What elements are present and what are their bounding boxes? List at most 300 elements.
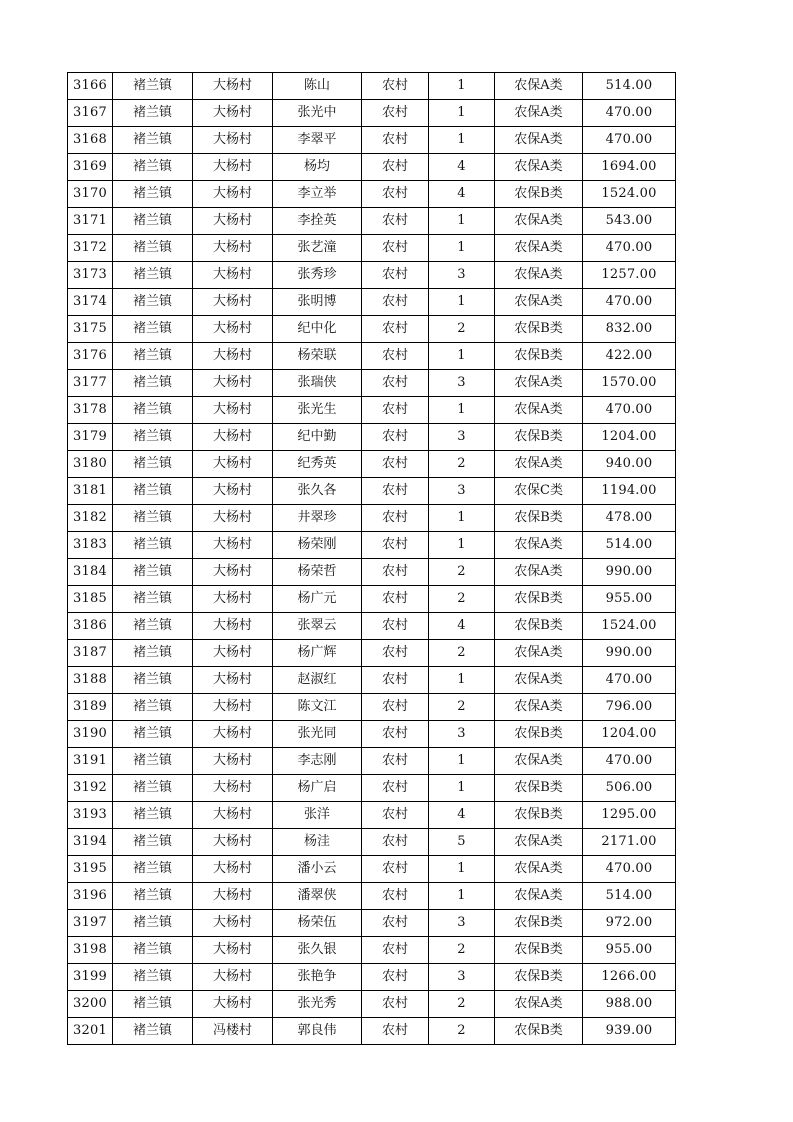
village-cell: 大杨村	[193, 181, 273, 208]
village-cell: 大杨村	[193, 586, 273, 613]
town-cell: 褚兰镇	[113, 829, 193, 856]
table-row	[68, 289, 676, 316]
amount-cell: 1570.00	[583, 370, 676, 397]
serial-cell: 3182	[68, 505, 113, 532]
name-cell: 张洋	[273, 802, 362, 829]
village-cell: 大杨村	[193, 964, 273, 991]
village-cell: 大杨村	[193, 802, 273, 829]
town-cell: 褚兰镇	[113, 451, 193, 478]
town-cell: 褚兰镇	[113, 262, 193, 289]
name-cell: 张光生	[273, 397, 362, 424]
town-cell: 褚兰镇	[113, 775, 193, 802]
relief-roster-table	[67, 72, 676, 1045]
category-cell: 农保A类	[495, 640, 583, 667]
household-type-cell: 农村	[362, 424, 429, 451]
category-cell: 农保A类	[495, 829, 583, 856]
member-count-cell: 2	[429, 937, 495, 964]
household-type-cell: 农村	[362, 991, 429, 1018]
serial-cell: 3190	[68, 721, 113, 748]
name-cell: 杨荣联	[273, 343, 362, 370]
village-cell: 大杨村	[193, 937, 273, 964]
category-cell: 农保A类	[495, 127, 583, 154]
table-row	[68, 505, 676, 532]
name-cell: 潘翠侠	[273, 883, 362, 910]
village-cell: 大杨村	[193, 559, 273, 586]
town-cell: 褚兰镇	[113, 937, 193, 964]
name-cell: 张翠云	[273, 613, 362, 640]
household-type-cell: 农村	[362, 694, 429, 721]
serial-cell: 3198	[68, 937, 113, 964]
table-row	[68, 370, 676, 397]
member-count-cell: 1	[429, 505, 495, 532]
amount-cell: 2171.00	[583, 829, 676, 856]
amount-cell: 939.00	[583, 1018, 676, 1045]
member-count-cell: 1	[429, 775, 495, 802]
name-cell: 张久银	[273, 937, 362, 964]
serial-cell: 3177	[68, 370, 113, 397]
table-row	[68, 640, 676, 667]
member-count-cell: 1	[429, 289, 495, 316]
town-cell: 褚兰镇	[113, 73, 193, 100]
amount-cell: 988.00	[583, 991, 676, 1018]
town-cell: 褚兰镇	[113, 154, 193, 181]
member-count-cell: 3	[429, 424, 495, 451]
amount-cell: 422.00	[583, 343, 676, 370]
amount-cell: 470.00	[583, 100, 676, 127]
amount-cell: 1204.00	[583, 721, 676, 748]
member-count-cell: 2	[429, 991, 495, 1018]
member-count-cell: 2	[429, 586, 495, 613]
town-cell: 褚兰镇	[113, 397, 193, 424]
town-cell: 褚兰镇	[113, 586, 193, 613]
town-cell: 褚兰镇	[113, 424, 193, 451]
village-cell: 大杨村	[193, 208, 273, 235]
member-count-cell: 4	[429, 613, 495, 640]
member-count-cell: 1	[429, 127, 495, 154]
name-cell: 张明博	[273, 289, 362, 316]
name-cell: 李翠平	[273, 127, 362, 154]
amount-cell: 990.00	[583, 640, 676, 667]
serial-cell: 3173	[68, 262, 113, 289]
household-type-cell: 农村	[362, 829, 429, 856]
table-row	[68, 937, 676, 964]
name-cell: 赵淑红	[273, 667, 362, 694]
amount-cell: 955.00	[583, 586, 676, 613]
town-cell: 褚兰镇	[113, 721, 193, 748]
household-type-cell: 农村	[362, 262, 429, 289]
serial-cell: 3169	[68, 154, 113, 181]
name-cell: 纪中勤	[273, 424, 362, 451]
household-type-cell: 农村	[362, 775, 429, 802]
member-count-cell: 5	[429, 829, 495, 856]
serial-cell: 3176	[68, 343, 113, 370]
serial-cell: 3179	[68, 424, 113, 451]
amount-cell: 470.00	[583, 748, 676, 775]
village-cell: 大杨村	[193, 667, 273, 694]
amount-cell: 972.00	[583, 910, 676, 937]
member-count-cell: 1	[429, 397, 495, 424]
household-type-cell: 农村	[362, 640, 429, 667]
member-count-cell: 2	[429, 559, 495, 586]
household-type-cell: 农村	[362, 343, 429, 370]
table-row	[68, 883, 676, 910]
amount-cell: 470.00	[583, 289, 676, 316]
table-row	[68, 613, 676, 640]
amount-cell: 470.00	[583, 127, 676, 154]
table-row	[68, 127, 676, 154]
serial-cell: 3178	[68, 397, 113, 424]
table-row	[68, 181, 676, 208]
town-cell: 褚兰镇	[113, 100, 193, 127]
name-cell: 李志刚	[273, 748, 362, 775]
category-cell: 农保A类	[495, 856, 583, 883]
member-count-cell: 1	[429, 235, 495, 262]
category-cell: 农保B类	[495, 937, 583, 964]
serial-cell: 3172	[68, 235, 113, 262]
category-cell: 农保A类	[495, 208, 583, 235]
name-cell: 纪秀英	[273, 451, 362, 478]
member-count-cell: 1	[429, 100, 495, 127]
name-cell: 张光中	[273, 100, 362, 127]
category-cell: 农保A类	[495, 559, 583, 586]
member-count-cell: 1	[429, 532, 495, 559]
table-row	[68, 1018, 676, 1045]
category-cell: 农保C类	[495, 478, 583, 505]
serial-cell: 3189	[68, 694, 113, 721]
member-count-cell: 2	[429, 1018, 495, 1045]
town-cell: 褚兰镇	[113, 694, 193, 721]
village-cell: 大杨村	[193, 451, 273, 478]
household-type-cell: 农村	[362, 370, 429, 397]
serial-cell: 3187	[68, 640, 113, 667]
member-count-cell: 2	[429, 640, 495, 667]
category-cell: 农保B类	[495, 505, 583, 532]
amount-cell: 1204.00	[583, 424, 676, 451]
amount-cell: 543.00	[583, 208, 676, 235]
table-row	[68, 397, 676, 424]
table-row	[68, 235, 676, 262]
household-type-cell: 农村	[362, 181, 429, 208]
category-cell: 农保B类	[495, 775, 583, 802]
category-cell: 农保A类	[495, 748, 583, 775]
town-cell: 褚兰镇	[113, 640, 193, 667]
village-cell: 大杨村	[193, 532, 273, 559]
table-row	[68, 208, 676, 235]
category-cell: 农保A类	[495, 235, 583, 262]
table-row	[68, 424, 676, 451]
village-cell: 大杨村	[193, 694, 273, 721]
serial-cell: 3171	[68, 208, 113, 235]
table-row	[68, 802, 676, 829]
category-cell: 农保A类	[495, 532, 583, 559]
village-cell: 大杨村	[193, 127, 273, 154]
town-cell: 褚兰镇	[113, 1018, 193, 1045]
serial-cell: 3199	[68, 964, 113, 991]
household-type-cell: 农村	[362, 586, 429, 613]
category-cell: 农保A类	[495, 73, 583, 100]
serial-cell: 3185	[68, 586, 113, 613]
category-cell: 农保B类	[495, 1018, 583, 1045]
village-cell: 大杨村	[193, 613, 273, 640]
category-cell: 农保B类	[495, 424, 583, 451]
name-cell: 杨荣伍	[273, 910, 362, 937]
table-row	[68, 964, 676, 991]
member-count-cell: 3	[429, 910, 495, 937]
category-cell: 农保B类	[495, 721, 583, 748]
serial-cell: 3201	[68, 1018, 113, 1045]
member-count-cell: 1	[429, 667, 495, 694]
town-cell: 褚兰镇	[113, 856, 193, 883]
name-cell: 杨广元	[273, 586, 362, 613]
member-count-cell: 4	[429, 154, 495, 181]
serial-cell: 3186	[68, 613, 113, 640]
amount-cell: 514.00	[583, 532, 676, 559]
name-cell: 张瑞侠	[273, 370, 362, 397]
serial-cell: 3193	[68, 802, 113, 829]
village-cell: 大杨村	[193, 262, 273, 289]
household-type-cell: 农村	[362, 100, 429, 127]
member-count-cell: 4	[429, 802, 495, 829]
village-cell: 大杨村	[193, 73, 273, 100]
table-row	[68, 559, 676, 586]
category-cell: 农保A类	[495, 694, 583, 721]
village-cell: 大杨村	[193, 775, 273, 802]
name-cell: 李拴英	[273, 208, 362, 235]
village-cell: 大杨村	[193, 370, 273, 397]
category-cell: 农保B类	[495, 964, 583, 991]
category-cell: 农保A类	[495, 154, 583, 181]
member-count-cell: 2	[429, 451, 495, 478]
table-row	[68, 829, 676, 856]
name-cell: 纪中化	[273, 316, 362, 343]
amount-cell: 796.00	[583, 694, 676, 721]
member-count-cell: 3	[429, 370, 495, 397]
town-cell: 褚兰镇	[113, 964, 193, 991]
name-cell: 张艺潼	[273, 235, 362, 262]
amount-cell: 514.00	[583, 883, 676, 910]
category-cell: 农保A类	[495, 100, 583, 127]
amount-cell: 1194.00	[583, 478, 676, 505]
table-row	[68, 991, 676, 1018]
household-type-cell: 农村	[362, 1018, 429, 1045]
category-cell: 农保B类	[495, 343, 583, 370]
town-cell: 褚兰镇	[113, 532, 193, 559]
household-type-cell: 农村	[362, 559, 429, 586]
village-cell: 大杨村	[193, 991, 273, 1018]
village-cell: 大杨村	[193, 235, 273, 262]
household-type-cell: 农村	[362, 613, 429, 640]
household-type-cell: 农村	[362, 910, 429, 937]
category-cell: 农保A类	[495, 991, 583, 1018]
table-row	[68, 262, 676, 289]
amount-cell: 470.00	[583, 667, 676, 694]
member-count-cell: 3	[429, 478, 495, 505]
table-body	[68, 73, 676, 1045]
town-cell: 褚兰镇	[113, 802, 193, 829]
town-cell: 褚兰镇	[113, 343, 193, 370]
town-cell: 褚兰镇	[113, 370, 193, 397]
category-cell: 农保A类	[495, 370, 583, 397]
amount-cell: 940.00	[583, 451, 676, 478]
town-cell: 褚兰镇	[113, 991, 193, 1018]
serial-cell: 3174	[68, 289, 113, 316]
table-row	[68, 721, 676, 748]
household-type-cell: 农村	[362, 937, 429, 964]
member-count-cell: 1	[429, 856, 495, 883]
member-count-cell: 1	[429, 343, 495, 370]
category-cell: 农保B类	[495, 613, 583, 640]
table-row	[68, 343, 676, 370]
serial-cell: 3188	[68, 667, 113, 694]
table-row	[68, 910, 676, 937]
household-type-cell: 农村	[362, 856, 429, 883]
town-cell: 褚兰镇	[113, 127, 193, 154]
serial-cell: 3181	[68, 478, 113, 505]
household-type-cell: 农村	[362, 964, 429, 991]
serial-cell: 3166	[68, 73, 113, 100]
category-cell: 农保A类	[495, 289, 583, 316]
household-type-cell: 农村	[362, 478, 429, 505]
name-cell: 杨荣刚	[273, 532, 362, 559]
category-cell: 农保A类	[495, 667, 583, 694]
household-type-cell: 农村	[362, 235, 429, 262]
table-row	[68, 154, 676, 181]
town-cell: 褚兰镇	[113, 883, 193, 910]
table-row	[68, 316, 676, 343]
name-cell: 杨广辉	[273, 640, 362, 667]
name-cell: 杨广启	[273, 775, 362, 802]
member-count-cell: 1	[429, 883, 495, 910]
member-count-cell: 2	[429, 694, 495, 721]
member-count-cell: 1	[429, 73, 495, 100]
town-cell: 褚兰镇	[113, 748, 193, 775]
category-cell: 农保A类	[495, 883, 583, 910]
serial-cell: 3196	[68, 883, 113, 910]
town-cell: 褚兰镇	[113, 478, 193, 505]
member-count-cell: 1	[429, 208, 495, 235]
member-count-cell: 1	[429, 748, 495, 775]
amount-cell: 470.00	[583, 856, 676, 883]
amount-cell: 1524.00	[583, 181, 676, 208]
serial-cell: 3195	[68, 856, 113, 883]
household-type-cell: 农村	[362, 154, 429, 181]
amount-cell: 990.00	[583, 559, 676, 586]
table-row	[68, 775, 676, 802]
village-cell: 冯楼村	[193, 1018, 273, 1045]
serial-cell: 3200	[68, 991, 113, 1018]
town-cell: 褚兰镇	[113, 910, 193, 937]
amount-cell: 470.00	[583, 397, 676, 424]
table-row	[68, 532, 676, 559]
name-cell: 潘小云	[273, 856, 362, 883]
household-type-cell: 农村	[362, 721, 429, 748]
serial-cell: 3167	[68, 100, 113, 127]
serial-cell: 3183	[68, 532, 113, 559]
member-count-cell: 3	[429, 721, 495, 748]
serial-cell: 3192	[68, 775, 113, 802]
town-cell: 褚兰镇	[113, 505, 193, 532]
village-cell: 大杨村	[193, 424, 273, 451]
name-cell: 陈山	[273, 73, 362, 100]
table-row	[68, 748, 676, 775]
amount-cell: 1524.00	[583, 613, 676, 640]
village-cell: 大杨村	[193, 316, 273, 343]
household-type-cell: 农村	[362, 883, 429, 910]
village-cell: 大杨村	[193, 154, 273, 181]
table-row	[68, 478, 676, 505]
town-cell: 褚兰镇	[113, 667, 193, 694]
village-cell: 大杨村	[193, 478, 273, 505]
name-cell: 郭良伟	[273, 1018, 362, 1045]
household-type-cell: 农村	[362, 451, 429, 478]
village-cell: 大杨村	[193, 721, 273, 748]
household-type-cell: 农村	[362, 73, 429, 100]
table-row	[68, 667, 676, 694]
amount-cell: 955.00	[583, 937, 676, 964]
household-type-cell: 农村	[362, 505, 429, 532]
village-cell: 大杨村	[193, 397, 273, 424]
amount-cell: 514.00	[583, 73, 676, 100]
serial-cell: 3168	[68, 127, 113, 154]
serial-cell: 3197	[68, 910, 113, 937]
table-row	[68, 586, 676, 613]
name-cell: 张光同	[273, 721, 362, 748]
member-count-cell: 3	[429, 964, 495, 991]
household-type-cell: 农村	[362, 127, 429, 154]
table-row	[68, 451, 676, 478]
town-cell: 褚兰镇	[113, 181, 193, 208]
serial-cell: 3170	[68, 181, 113, 208]
village-cell: 大杨村	[193, 856, 273, 883]
category-cell: 农保B类	[495, 316, 583, 343]
household-type-cell: 农村	[362, 208, 429, 235]
category-cell: 农保A类	[495, 262, 583, 289]
category-cell: 农保A类	[495, 451, 583, 478]
amount-cell: 1694.00	[583, 154, 676, 181]
serial-cell: 3180	[68, 451, 113, 478]
name-cell: 陈文江	[273, 694, 362, 721]
village-cell: 大杨村	[193, 829, 273, 856]
village-cell: 大杨村	[193, 505, 273, 532]
village-cell: 大杨村	[193, 100, 273, 127]
town-cell: 褚兰镇	[113, 235, 193, 262]
table-row	[68, 856, 676, 883]
member-count-cell: 2	[429, 316, 495, 343]
name-cell: 张艳争	[273, 964, 362, 991]
name-cell: 李立举	[273, 181, 362, 208]
name-cell: 杨荣哲	[273, 559, 362, 586]
household-type-cell: 农村	[362, 667, 429, 694]
household-type-cell: 农村	[362, 802, 429, 829]
category-cell: 农保A类	[495, 397, 583, 424]
category-cell: 农保B类	[495, 181, 583, 208]
name-cell: 井翠珍	[273, 505, 362, 532]
amount-cell: 832.00	[583, 316, 676, 343]
amount-cell: 470.00	[583, 235, 676, 262]
household-type-cell: 农村	[362, 532, 429, 559]
name-cell: 杨洼	[273, 829, 362, 856]
village-cell: 大杨村	[193, 910, 273, 937]
table-row	[68, 73, 676, 100]
household-type-cell: 农村	[362, 289, 429, 316]
serial-cell: 3184	[68, 559, 113, 586]
town-cell: 褚兰镇	[113, 289, 193, 316]
member-count-cell: 3	[429, 262, 495, 289]
table-row	[68, 100, 676, 127]
amount-cell: 1295.00	[583, 802, 676, 829]
household-type-cell: 农村	[362, 748, 429, 775]
category-cell: 农保B类	[495, 802, 583, 829]
